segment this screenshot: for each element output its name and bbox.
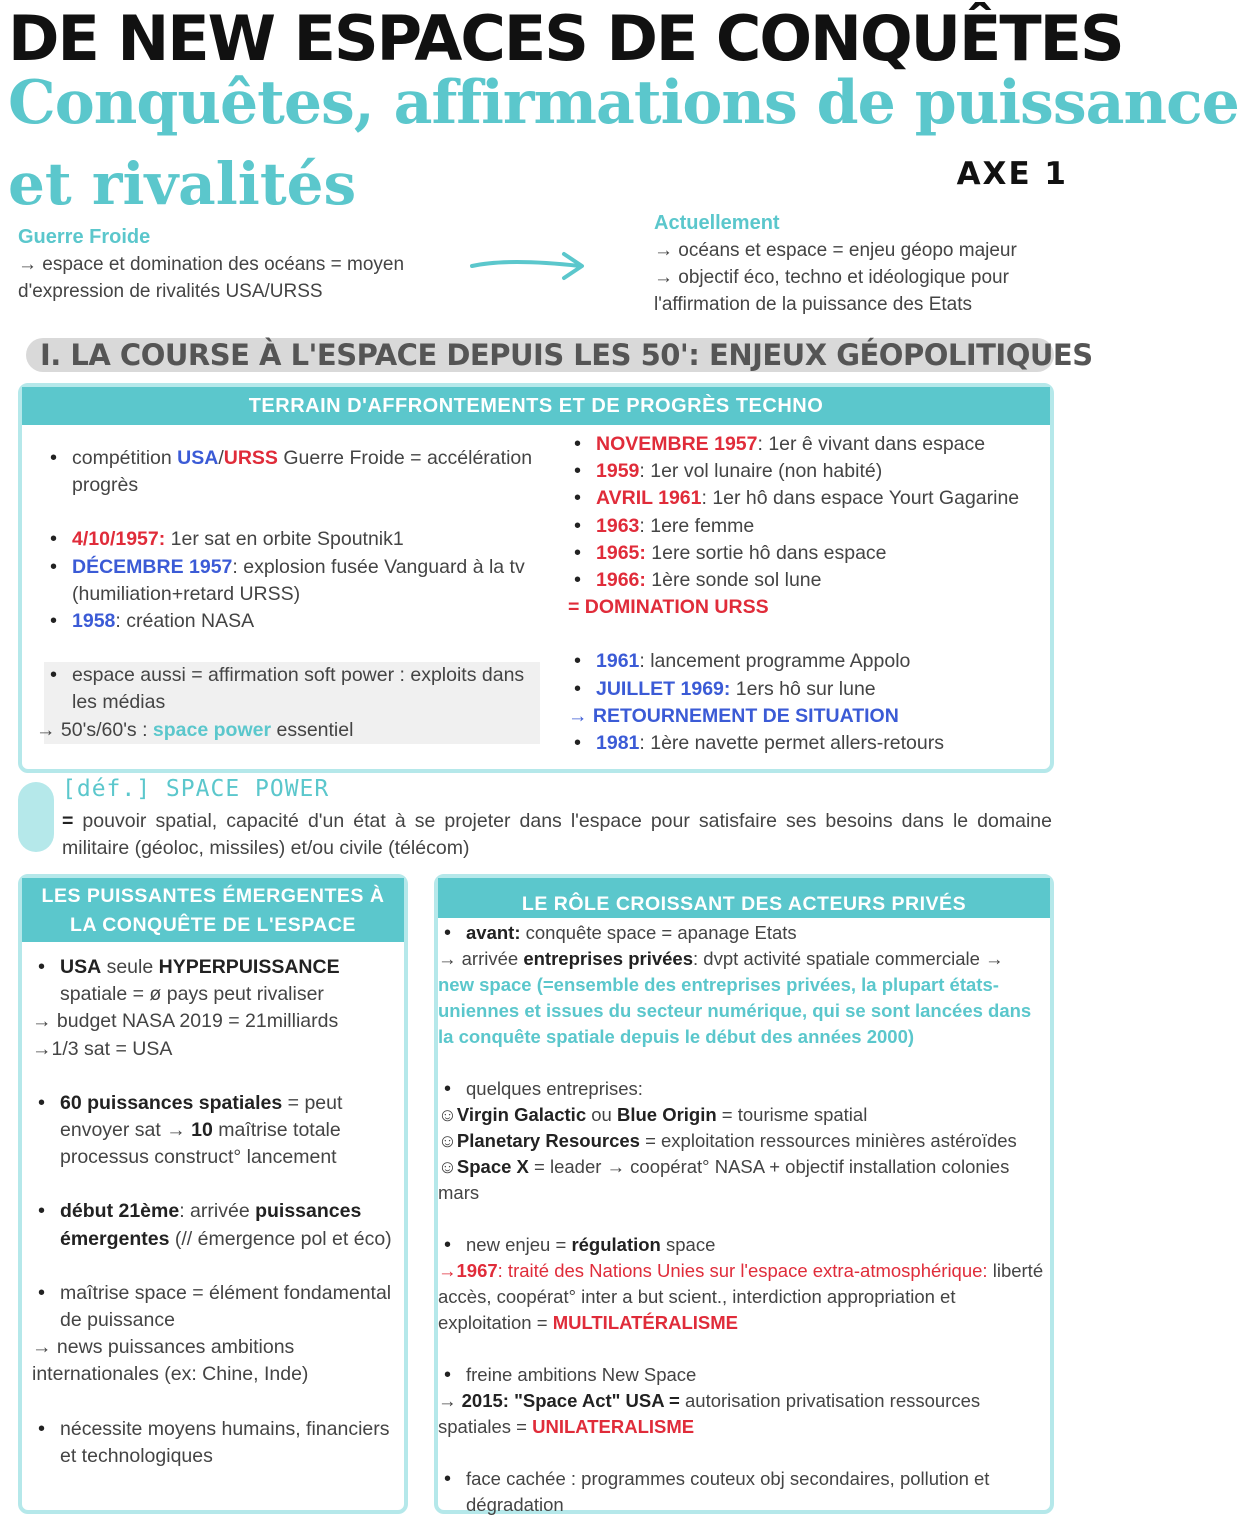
turnaround: → RETOURNEMENT DE SITUATION bbox=[568, 704, 899, 727]
domination-urss: = DOMINATION URSS bbox=[568, 596, 769, 619]
smiley-icon: ☺ bbox=[438, 1156, 457, 1177]
list-item: • freine ambitions New Space bbox=[438, 1362, 1050, 1388]
smiley-icon: ☺ bbox=[438, 1130, 457, 1151]
list-item: • 1965: 1ere sortie hô dans espace bbox=[568, 540, 1048, 567]
list-item: • face cachée : programmes couteux obj secondaires, pollution et dégradation bbox=[438, 1466, 1050, 1518]
new-space-definition: new space (=ensemble des entreprises privées, la plupart états-uniennes et issues du secteur numérique, qui se sont lancées dans la conquête spatiale depuis le début des années 2000) bbox=[438, 974, 1032, 1047]
company-virgin-blue: ☺Virgin Galactic ou Blue Origin = tourisme spatial bbox=[438, 1104, 868, 1125]
now-line2: → objectif éco, techno et idéologique pour l'affirmation de la puissance des Etats bbox=[654, 267, 1009, 315]
nasa-budget: → budget NASA 2019 = 21milliards bbox=[32, 1010, 339, 1033]
list-item: • compétition USA/URSS Guerre Froide = accélération progrès bbox=[44, 445, 544, 499]
rivalry-right-column bbox=[568, 431, 1048, 757]
emerging-content bbox=[32, 954, 402, 1470]
definition-text: = pouvoir spatial, capacité d'un état à se projeter dans l'espace pour satisfaire ses besoins dans le domaine militaire (géoloc, missiles) et/ou civile (télécom) bbox=[62, 810, 1052, 859]
list-item: • avant: conquête space = apanage Etats bbox=[438, 920, 1050, 946]
list-item: • 1959: 1er vol lunaire (non habité) bbox=[568, 458, 1048, 485]
private-arrival: → arrivée entreprises privées: dvpt activité spatiale commerciale → bbox=[438, 948, 1004, 969]
page-title: DE NEW ESPACES DE CONQUÊTES bbox=[8, 2, 1123, 75]
definition-marker bbox=[18, 782, 54, 852]
cold-war-label: Guerre Froide bbox=[18, 226, 151, 248]
space-power-line: → 50's/60's : space power essentiel bbox=[36, 718, 354, 741]
cold-war-text: → espace et domination des océans = moyen d'expression de rivalités USA/URSS bbox=[18, 254, 405, 302]
treaty-1967: →1967: traité des Nations Unies sur l'espace extra-atmosphérique: liberté accès, coopérat° inter a but scient., interdiction appropriation et exploitation = MULTILATÉRALISME bbox=[438, 1260, 1044, 1333]
list-item: • espace aussi = affirmation soft power : exploits dans les médias bbox=[44, 662, 540, 716]
new-powers-ambitions: → news puissances ambitions internationales (ex: Chine, Inde) bbox=[32, 1336, 309, 1386]
now-line1: → océans et espace = enjeu géopo majeur bbox=[654, 240, 1017, 261]
list-item: • quelques entreprises: bbox=[438, 1076, 1050, 1102]
list-item: • USA seule HYPERPUISSANCE spatiale = ø pays peut rivaliser bbox=[32, 954, 402, 1008]
list-item: • 1958: création NASA bbox=[44, 608, 544, 635]
list-item: • 1966: 1ère sonde sol lune bbox=[568, 567, 1048, 594]
list-item: • 1963: 1ere femme bbox=[568, 513, 1048, 540]
company-spacex: ☺Space X = leader → coopérat° NASA + objectif installation colonies mars bbox=[438, 1156, 1010, 1203]
list-item: • JUILLET 1969: 1ers hô sur lune bbox=[568, 676, 1048, 703]
intro-cold-war bbox=[18, 226, 458, 305]
rivalry-box bbox=[18, 383, 1054, 773]
list-item: • 4/10/1957: 1er sat en orbite Spoutnik1 bbox=[44, 526, 544, 553]
intro-now bbox=[654, 212, 1064, 318]
emerging-powers-box bbox=[18, 874, 408, 1514]
now-label: Actuellement bbox=[654, 212, 780, 234]
section-heading: I. LA COURSE À L'ESPACE DEPUIS LES 50': ENJEUX GÉOPOLITIQUES bbox=[26, 338, 1054, 372]
list-item: • NOVEMBRE 1957: 1er ê vivant dans espace bbox=[568, 431, 1048, 458]
list-item: • début 21ème: arrivée puissances émergentes (// émergence pol et éco) bbox=[32, 1198, 402, 1252]
emerging-box-title: LES PUISSANTES ÉMERGENTES À LA CONQUÊTE DE L'ESPACE bbox=[22, 878, 404, 942]
page-subtitle: Conquêtes, affirmations de puissance bbox=[8, 68, 1239, 138]
company-planetary: ☺Planetary Resources = exploitation ressources minières astéroïdes bbox=[438, 1130, 1017, 1151]
list-item: • 1961: lancement programme Appolo bbox=[568, 648, 1048, 675]
smiley-icon: ☺ bbox=[438, 1104, 457, 1125]
list-item: • 1981: 1ère navette permet allers-retours bbox=[568, 730, 1048, 757]
list-item: • nécessite moyens humains, financiers et technologiques bbox=[32, 1416, 402, 1470]
page-subtitle-line2: et rivalités bbox=[8, 150, 357, 218]
list-item: • DÉCEMBRE 1957: explosion fusée Vanguard à la tv (humiliation+retard URSS) bbox=[44, 554, 544, 608]
list-item: • 60 puissances spatiales = peut envoyer sat → 10 maîtrise totale processus construct° lancement bbox=[32, 1090, 402, 1172]
rivalry-box-title: TERRAIN D'AFFRONTEMENTS ET DE PROGRÈS TECHNO bbox=[22, 387, 1050, 425]
arrow-right-icon bbox=[468, 246, 588, 282]
sat-share: →1/3 sat = USA bbox=[32, 1037, 173, 1060]
list-item: • maîtrise space = élément fondamental de puissance bbox=[32, 1280, 402, 1334]
soft-power-note bbox=[36, 662, 540, 744]
axis-label: AXE 1 bbox=[956, 156, 1068, 192]
definition-label: [déf.] SPACE POWER bbox=[62, 776, 330, 802]
private-actors-box bbox=[434, 874, 1054, 1514]
private-content bbox=[438, 920, 1050, 1518]
space-act-2015: → 2015: "Space Act" USA = autorisation privatisation ressources spatiales = UNILATERALISME bbox=[438, 1390, 981, 1437]
private-box-title: LE RÔLE CROISSANT DES ACTEURS PRIVÉS bbox=[438, 878, 1050, 918]
rivalry-left-column bbox=[36, 445, 544, 744]
list-item: • new enjeu = régulation space bbox=[438, 1232, 1050, 1258]
list-item: • AVRIL 1961: 1er hô dans espace Yourt Gagarine bbox=[568, 485, 1048, 512]
